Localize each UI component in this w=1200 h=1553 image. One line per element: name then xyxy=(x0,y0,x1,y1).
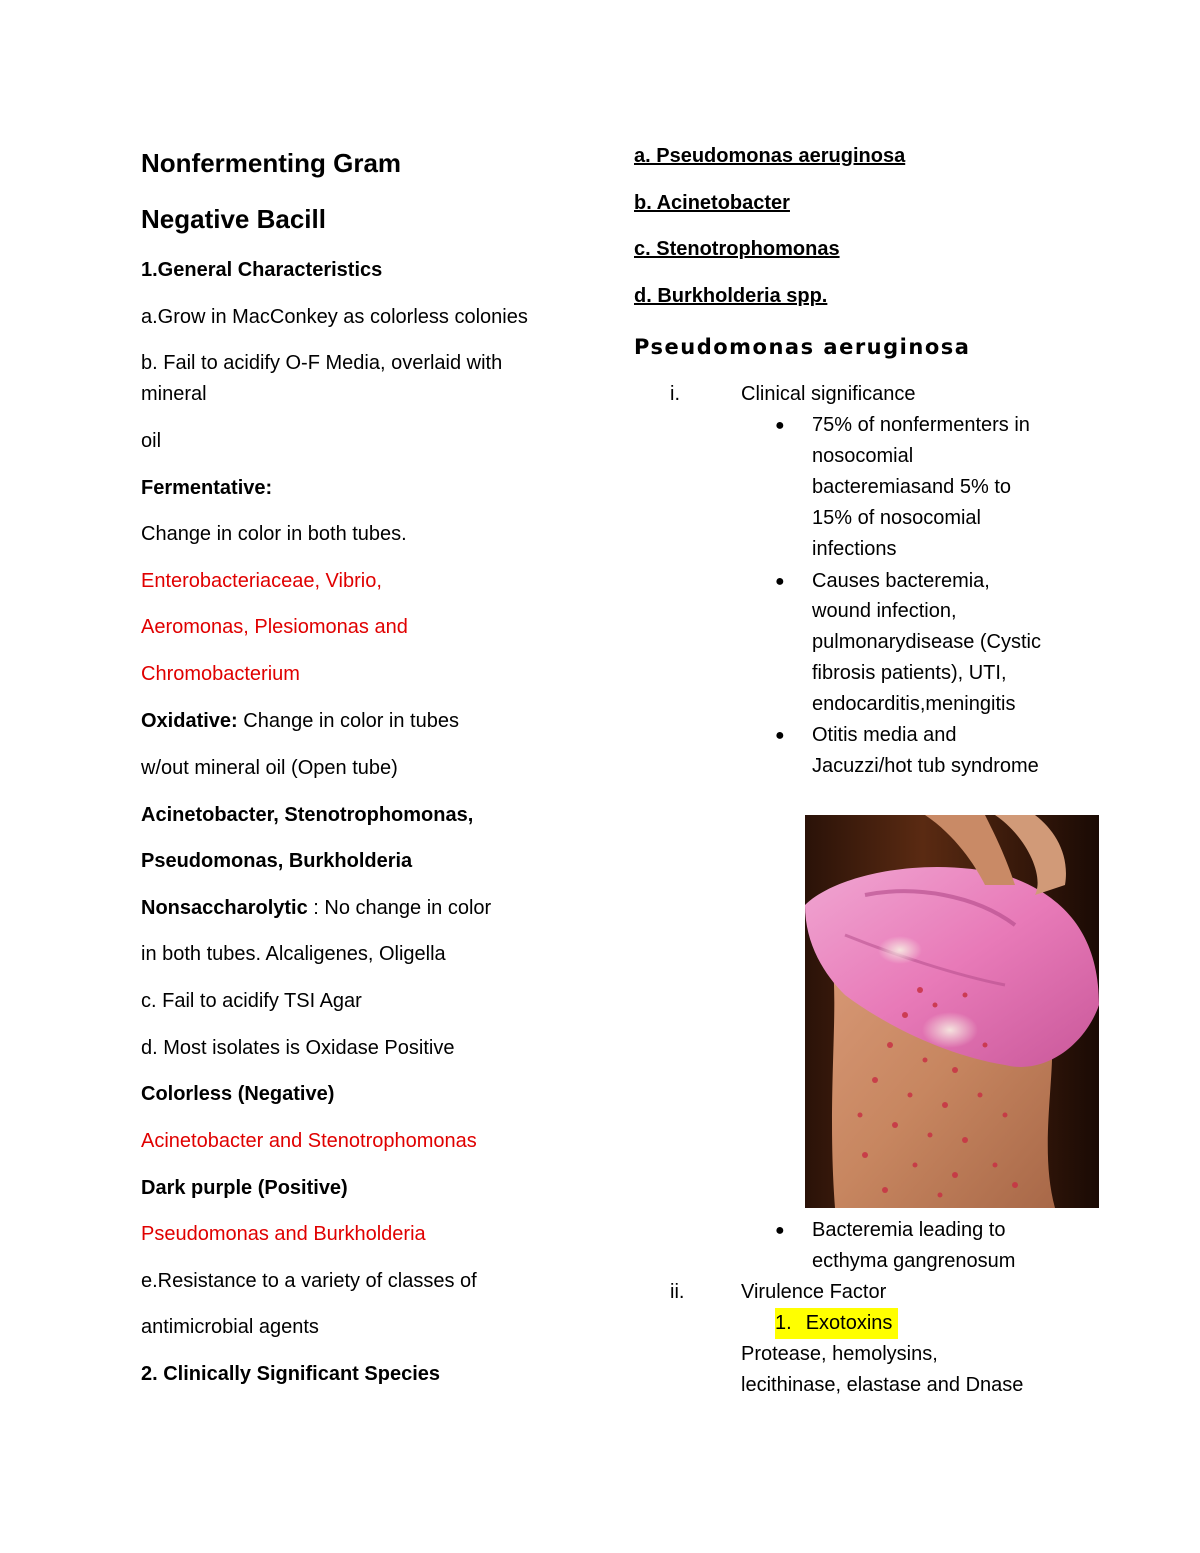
fermentative-label: Fermentative: xyxy=(141,477,273,499)
bullet3-line: Otitis media and xyxy=(812,724,957,746)
exotoxins-desc-line1: Protease, hemolysins, xyxy=(741,1343,938,1365)
skin-rash-photo xyxy=(805,815,1099,1208)
bullet1-line: infections xyxy=(812,538,897,560)
char-e-line2: antimicrobial agents xyxy=(141,1316,319,1338)
roman-marker-ii: ii. xyxy=(670,1281,685,1303)
bullet2-line: wound infection, xyxy=(812,600,957,622)
bullet2-line: fibrosis patients), UTI, xyxy=(812,662,1007,684)
oxidative-label: Oxidative: xyxy=(141,710,238,732)
clinical-significance-label: Clinical significance xyxy=(741,383,916,405)
char-c: c. Fail to acidify TSI Agar xyxy=(141,990,362,1012)
char-b-line2: mineral xyxy=(141,383,207,405)
virulence-factor-label: Virulence Factor xyxy=(741,1281,887,1303)
nonsaccharolytic-desc1: : No change in color xyxy=(307,897,492,919)
dark-purple-organisms: Pseudomonas and Burkholderia xyxy=(141,1223,426,1245)
fermentative-organisms-2: Aeromonas, Plesiomonas and xyxy=(141,616,408,638)
species-item: b. Acinetobacter xyxy=(634,192,790,214)
bullet-dot: ● xyxy=(775,417,785,434)
char-b-line3: oil xyxy=(141,430,162,452)
bullet4-line: Bacteremia leading to xyxy=(812,1219,1006,1241)
oxidative-desc2: w/out mineral oil (Open tube) xyxy=(141,757,398,779)
oxidative-line1 xyxy=(141,706,459,737)
bullet1-line: bacteremiasand 5% to xyxy=(812,476,1012,498)
general-characteristics-heading: 1.General Characteristics xyxy=(141,259,383,281)
rash-photo-illustration xyxy=(805,815,1099,1208)
colorless-label: Colorless (Negative) xyxy=(141,1083,335,1105)
pseudomonas-heading: Pseudomonas aeruginosa xyxy=(634,335,971,359)
species-item: d. Burkholderia spp. xyxy=(634,285,828,307)
bullet2-line: endocarditis,meningitis xyxy=(812,693,1016,715)
fermentative-desc: Change in color in both tubes. xyxy=(141,523,407,545)
char-a: a.Grow in MacConkey as colorless colonies xyxy=(141,306,528,328)
oxidative-desc1: Change in color in tubes xyxy=(237,710,459,732)
bullet-dot: ● xyxy=(775,1222,785,1239)
nonsaccharolytic-desc2: in both tubes. Alcaligenes, Oligella xyxy=(141,943,446,965)
char-d: d. Most isolates is Oxidase Positive xyxy=(141,1037,455,1059)
exotoxins-marker: 1. xyxy=(775,1312,792,1334)
species-item: a. Pseudomonas aeruginosa xyxy=(634,145,906,167)
doc-title-line1: Nonfermenting Gram xyxy=(141,148,402,178)
char-b-line1: b. Fail to acidify O-F Media, overlaid with xyxy=(141,352,503,374)
char-e-line1: e.Resistance to a variety of classes of xyxy=(141,1270,477,1292)
bullet1-line: 75% of nonfermenters in xyxy=(812,414,1030,436)
colorless-organisms: Acinetobacter and Stenotrophomonas xyxy=(141,1130,477,1152)
bullet-dot: ● xyxy=(775,573,785,590)
bullet4-line: ecthyma gangrenosum xyxy=(812,1250,1016,1272)
oxidative-organisms-1: Acinetobacter, Stenotrophomonas, xyxy=(141,804,474,826)
clinically-significant-heading: 2. Clinically Significant Species xyxy=(141,1363,440,1385)
bullet1-line: 15% of nosocomial xyxy=(812,507,981,529)
bullet2-line: pulmonarydisease (Cystic xyxy=(812,631,1041,653)
dark-purple-label: Dark purple (Positive) xyxy=(141,1177,348,1199)
exotoxins-label: Exotoxins xyxy=(805,1312,893,1334)
oxidative-organisms-2: Pseudomonas, Burkholderia xyxy=(141,850,413,872)
doc-title-line2: Negative Bacill xyxy=(141,204,326,234)
species-item: c. Stenotrophomonas xyxy=(634,238,840,260)
fermentative-organisms-1: Enterobacteriaceae, Vibrio, xyxy=(141,570,382,592)
bullet2-line: Causes bacteremia, xyxy=(812,570,990,592)
bullet3-line: Jacuzzi/hot tub syndrome xyxy=(812,755,1039,777)
roman-marker-i: i. xyxy=(670,383,680,405)
nonsaccharolytic-line1 xyxy=(141,893,491,924)
bullet1-line: nosocomial xyxy=(812,445,914,467)
nonsaccharolytic-label: Nonsaccharolytic xyxy=(141,897,308,919)
exotoxins-item xyxy=(775,1308,898,1339)
exotoxins-desc-line2: lecithinase, elastase and Dnase xyxy=(741,1374,1024,1396)
bullet-dot: ● xyxy=(775,727,785,744)
fermentative-organisms-3: Chromobacterium xyxy=(141,663,300,685)
